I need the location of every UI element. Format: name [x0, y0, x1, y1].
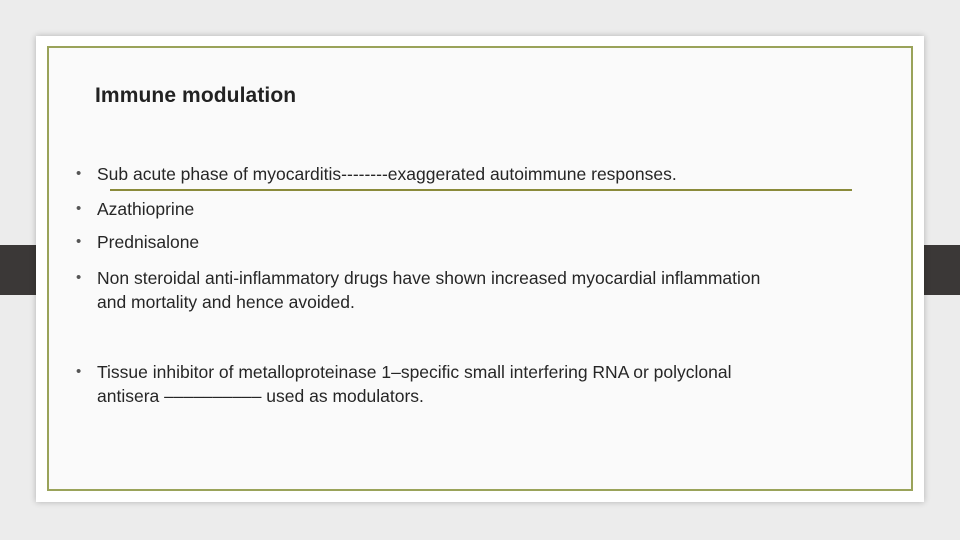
bullet-marker: •	[76, 165, 82, 182]
bullet-item-azathioprine	[76, 197, 876, 221]
bullet-text: Non steroidal anti-inflammatory drugs have shown increased myocardial inflammation and mortality and hence avoided.	[97, 268, 761, 312]
bullet-marker: •	[76, 200, 82, 217]
slide-title: Immune modulation	[95, 84, 297, 107]
title-underline-rule	[110, 189, 852, 191]
bullet-item-subacute	[76, 162, 876, 186]
bullet-text: Azathioprine	[97, 199, 195, 219]
bullet-marker: •	[76, 233, 82, 250]
bullet-text: Prednisalone	[97, 232, 200, 252]
bullet-marker: •	[76, 363, 82, 380]
bullet-text: Tissue inhibitor of metalloproteinase 1–specific small interfering RNA or polyclonal antisera –––––––––– used as modulators.	[97, 362, 732, 406]
bullet-item-nsaids	[76, 266, 876, 314]
bullet-item-prednisalone	[76, 230, 876, 254]
bullet-text: Sub acute phase of myocarditis--------exaggerated autoimmune responses.	[97, 164, 677, 184]
bullet-item-tissue-inhibitor	[76, 360, 876, 408]
bullet-marker: •	[76, 269, 82, 286]
